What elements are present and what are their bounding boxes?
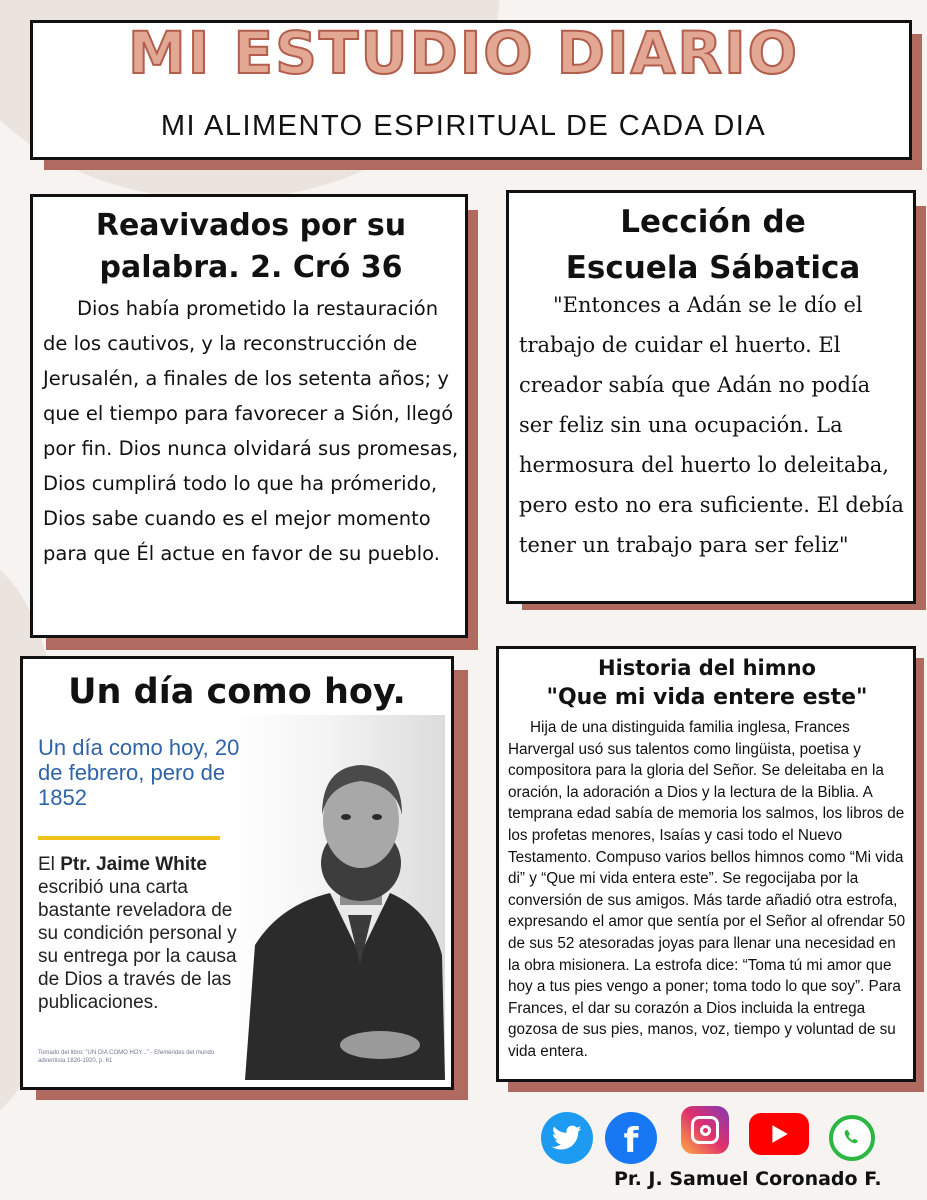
himno-heading-line1: Historia del himno: [598, 656, 816, 680]
leccion-body: "Entonces a Adán se le dío el trabajo de cuidar el huerto. El creador sabía que Adán no podía ser feliz sin una ocupación. La hermosura del huerto lo deleitaba, pero esto no era suficiente. El debía tener un trabajo para ser feliz": [519, 293, 904, 557]
instagram-icon[interactable]: [681, 1106, 729, 1154]
image-text-name: Ptr. Jaime White: [60, 854, 207, 875]
reavivados-heading-line1: Reavivados por su: [95, 208, 407, 243]
image-text: [38, 853, 243, 1014]
leccion-heading: [519, 199, 907, 291]
image-source: Tomado del libro: "UN DIA COMO HOY..." - Efemérides del mundo adventista 1820-1920, p. 61: [38, 1050, 215, 1064]
page-title: MI ESTUDIO DIARIO: [128, 19, 799, 87]
leccion-heading-line1: Lección de: [620, 204, 806, 240]
image-text-before: El: [38, 854, 61, 875]
reavivados-heading-line2: palabra. 2. Cró 36: [99, 250, 403, 285]
reavivados-body: Dios había prometido la restauración de los cautivos, y la reconstrucción de Jerusalén, a finales de los setenta años; y que el tiempo para favorecer a Sión, llegó por fin. Dios nunca olvidará sus promesas, Dios cumplirá todo lo que ha prómerido, Dios sabe cuando es el mejor momento para que Él actue en favor de su pueblo.: [43, 297, 459, 565]
un-dia-heading: Un día como hoy.: [68, 672, 406, 712]
reavivados-card: [30, 194, 468, 638]
author-name: Pr. J. Samuel Coronado F.: [614, 1168, 882, 1190]
himno-body: Hija de una distinguida familia inglesa, Frances Harvergal usó sus talentos como lingüista, poetisa y compositora para la gloria del Señor. Se deleitaba en la oración, la adoración a Dios y la lectura de la Biblia. A temprana edad sabía de memoria los salmos, los libros de los profetas menores, Isaías y casi todo el Nuevo Testamento. Compuso varios bellos himnos como “Mi vida di” y “Que mi vida entera este”. Se regocijaba por la conversión de sus amigos. Más tarde añadió otra estrofa, expresando el amor que sentía por el Señor al ofrendar 50 de sus 52 atesoradas joyas para llenar una necesidad en la obra misionera. La estrofa dice: “Toma tú mi amor que hoy a tus pies vengo a poner; toma todo lo que soy”. Para Frances, el dar su corazón a Dios incluida la entrega gozosa de sus pies, manos, voz, tiempo y voluntad de su vida entera.: [508, 719, 906, 1060]
leccion-heading-line2: Escuela Sábatica: [565, 250, 861, 286]
youtube-icon[interactable]: [749, 1113, 809, 1155]
himno-heading: [508, 653, 906, 713]
whatsapp-icon[interactable]: [829, 1115, 875, 1161]
facebook-icon[interactable]: f: [605, 1112, 657, 1164]
image-title: Un día como hoy, 20 de febrero, pero de 1852: [38, 735, 240, 810]
himno-card: [496, 646, 916, 1082]
page-subtitle: MI ALIMENTO ESPIRITUAL DE CADA DIA: [160, 110, 767, 142]
leccion-card: [506, 190, 916, 604]
twitter-icon[interactable]: [541, 1112, 593, 1164]
image-text-after: escribió una carta bastante reveladora de su condición personal y su entrega por la causa de Dios a través de las publicaciones.: [38, 877, 237, 1013]
historical-image: [30, 715, 445, 1080]
himno-heading-line2: "Que mi vida entere este": [546, 685, 868, 710]
reavivados-heading: [43, 205, 459, 289]
